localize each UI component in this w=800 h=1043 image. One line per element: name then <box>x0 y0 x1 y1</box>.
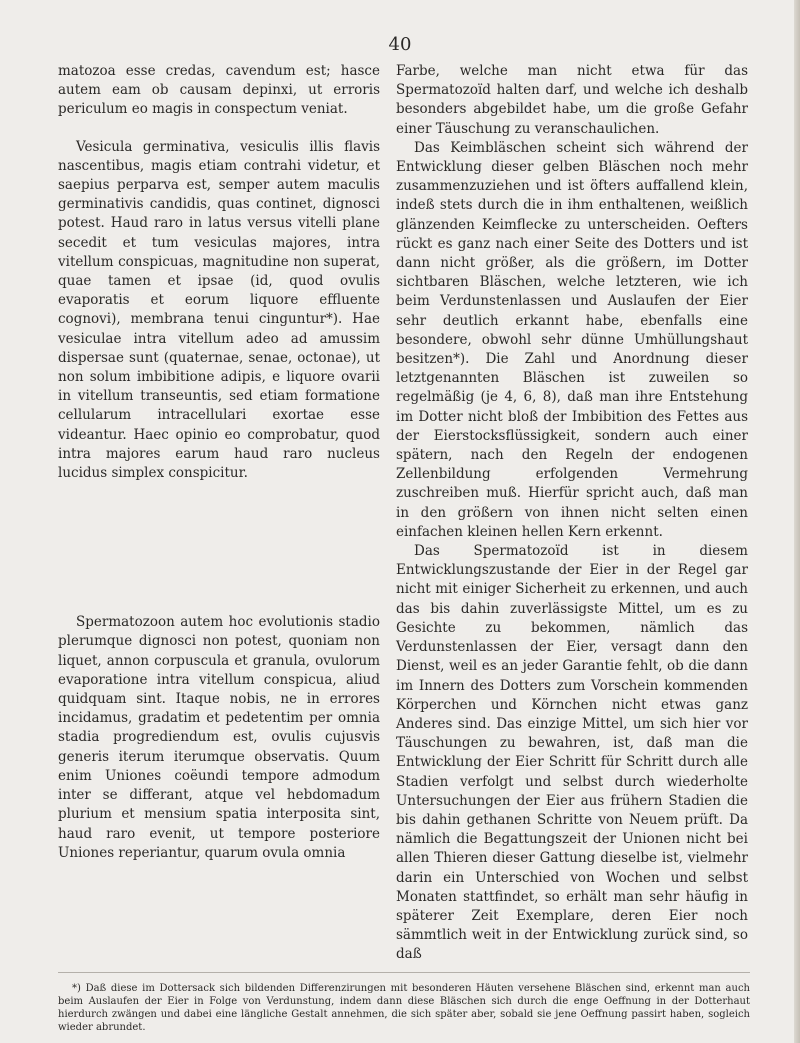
latin-paragraph: matozoa esse credas, cavendum est; hasce autem eam ob causam depinxi, ut erroris periculum eo magis in conspectum veniat. <box>58 63 380 118</box>
latin-column <box>58 62 380 863</box>
german-paragraph: Farbe, welche man nicht etwa für das Spermatozoïd halten darf, und welche ich deshalb besonders abgebildet habe, um die große Gefahr einer Täuschung zu veranschaulichen. <box>396 63 748 137</box>
latin-paragraph: Spermatozoon autem hoc evolutionis stadio plerumque dignosci non potest, quoniam non liquet, annon corpuscula et granula, ovulorum evaporatione intra vitellum conspicua, aliud quidquam sint. Itaque nobis, ne in errores incidamus, gradatim et pedetentim per omnia stadia progrediendum est, ovulis cujusvis generis iterum iterumque observatis. Quum enim Uniones coëundi tempore admodum inter se differant, atque vel hebdomadum plurium et mensium spatia interposita sint, haud raro evenit, ut tempore posteriore Uniones reperiantur, quarum ovula omnia <box>58 614 380 861</box>
page-edge-shadow <box>794 0 800 1043</box>
latin-paragraph: Vesicula germinativa, vesiculis illis flavis nascentibus, magis etiam contrahi videtur, et saepius perparva est, semper autem maculis germinativis candidis, quas continet, dignosci potest. Haud raro in latus versus vitelli plane secedit et tum vesiculas majores, intra vitellum conspicuas, magnitudine non superat, quae tamen et ipsae (id, quod ovulis evaporatis et eorum liquore effluente cognovi), membrana tenui cinguntur*). Hae vesiculae intra vitellum adeo ad amussim dispersae sunt (quaternae, senae, octonae), ut non solum imbibitione adipis, e liquore ovarii in vitellum transeuntis, sed etiam formatione cellularum intracellulari exortae esse videantur. Haec opinio eo comprobatur, quod intra majores earum haud raro nucleus lucidus simplex conspicitur. <box>58 138 380 482</box>
footnote: *) Daß diese im Dottersack sich bildenden Differenzirungen mit besonderen Häuten versehene Bläschen sind, erkennt man auch beim Auslaufen der Eier in Folge von Verdunstung, indem dann diese Bläschen sich durch die enge Oeffnung in der Dotterhaut hierdurch zwängen und dabei eine längliche Gestalt annehmen, die sich später aber, sobald sie jene Oeffnung passirt haben, sogleich wieder abrundet. <box>58 983 750 1033</box>
german-column <box>396 62 748 965</box>
german-paragraph: Das Spermatozoïd ist in diesem Entwicklungszustande der Eier in der Regel gar nicht mit einiger Sicherheit zu erkennen, und auch das bis dahin zuverlässigste Mittel, um es zu Gesichte zu bekommen, nämlich das Verdunstenlassen der Eier, versagt dann den Dienst, weil es an jeder Garantie fehlt, ob die dann im Innern des Dotters zum Vorschein kommenden Körperchen und Körnchen nicht etwas ganz Anderes sind. Das einzige Mittel, um sich hier vor Täuschungen zu bewahren, ist, daß man die Entwicklung der Eier Schritt für Schritt durch alle Stadien verfolgt und selbst durch wiederholte Untersuchungen der Eier aus frühern Stadien die bis dahin gethanen Schritte von Neuem prüft. Da nämlich die Begattungszeit der Unionen nicht bei allen Thieren dieser Gattung dieselbe ist, vielmehr darin ein Unterschied von Wochen und selbst Monaten stattfindet, so erhält man sehr häufig in späterer Zeit Exemplare, deren Eier noch sämmtlich weit in der Entwicklung zurück sind, so daß <box>396 543 748 963</box>
german-paragraph: Das Keimbläschen scheint sich während der Entwicklung dieser gelben Bläschen noch mehr zusammenzuziehen und ist öfters auffallend klein, indeß stets durch die in ihm enthaltenen, weißlich glänzenden Keimflecke zu unterscheiden. Oefters rückt es ganz nach einer Seite des Dotters und ist dann nicht größer, als die größern, im Dotter sichtbaren Bläschen, welche letzteren, wie ich beim Verdunstenlassen und Auslaufen der Eier sehr deutlich erkannt habe, ebenfalls eine besondere, obwohl sehr dünne Umhüllungshaut besitzen*). Die Zahl und Anordnung dieser letztgenannten Bläschen ist zuweilen so regelmäßig (je 4, 6, 8), daß man ihre Entstehung im Dotter nicht bloß der Imbibition des Fettes aus der Eierstocksflüssigkeit, sondern auch einer spätern, nach den Regeln der endogenen Zellenbildung erfolgenden Vermehrung zuschreiben muß. Hierfür spricht auch, daß man in den größern von ihnen nicht selten einen einfachen kleinen hellen Kern erkennt. <box>396 139 748 540</box>
page-number: 40 <box>388 34 412 55</box>
footnote-divider <box>58 972 750 973</box>
